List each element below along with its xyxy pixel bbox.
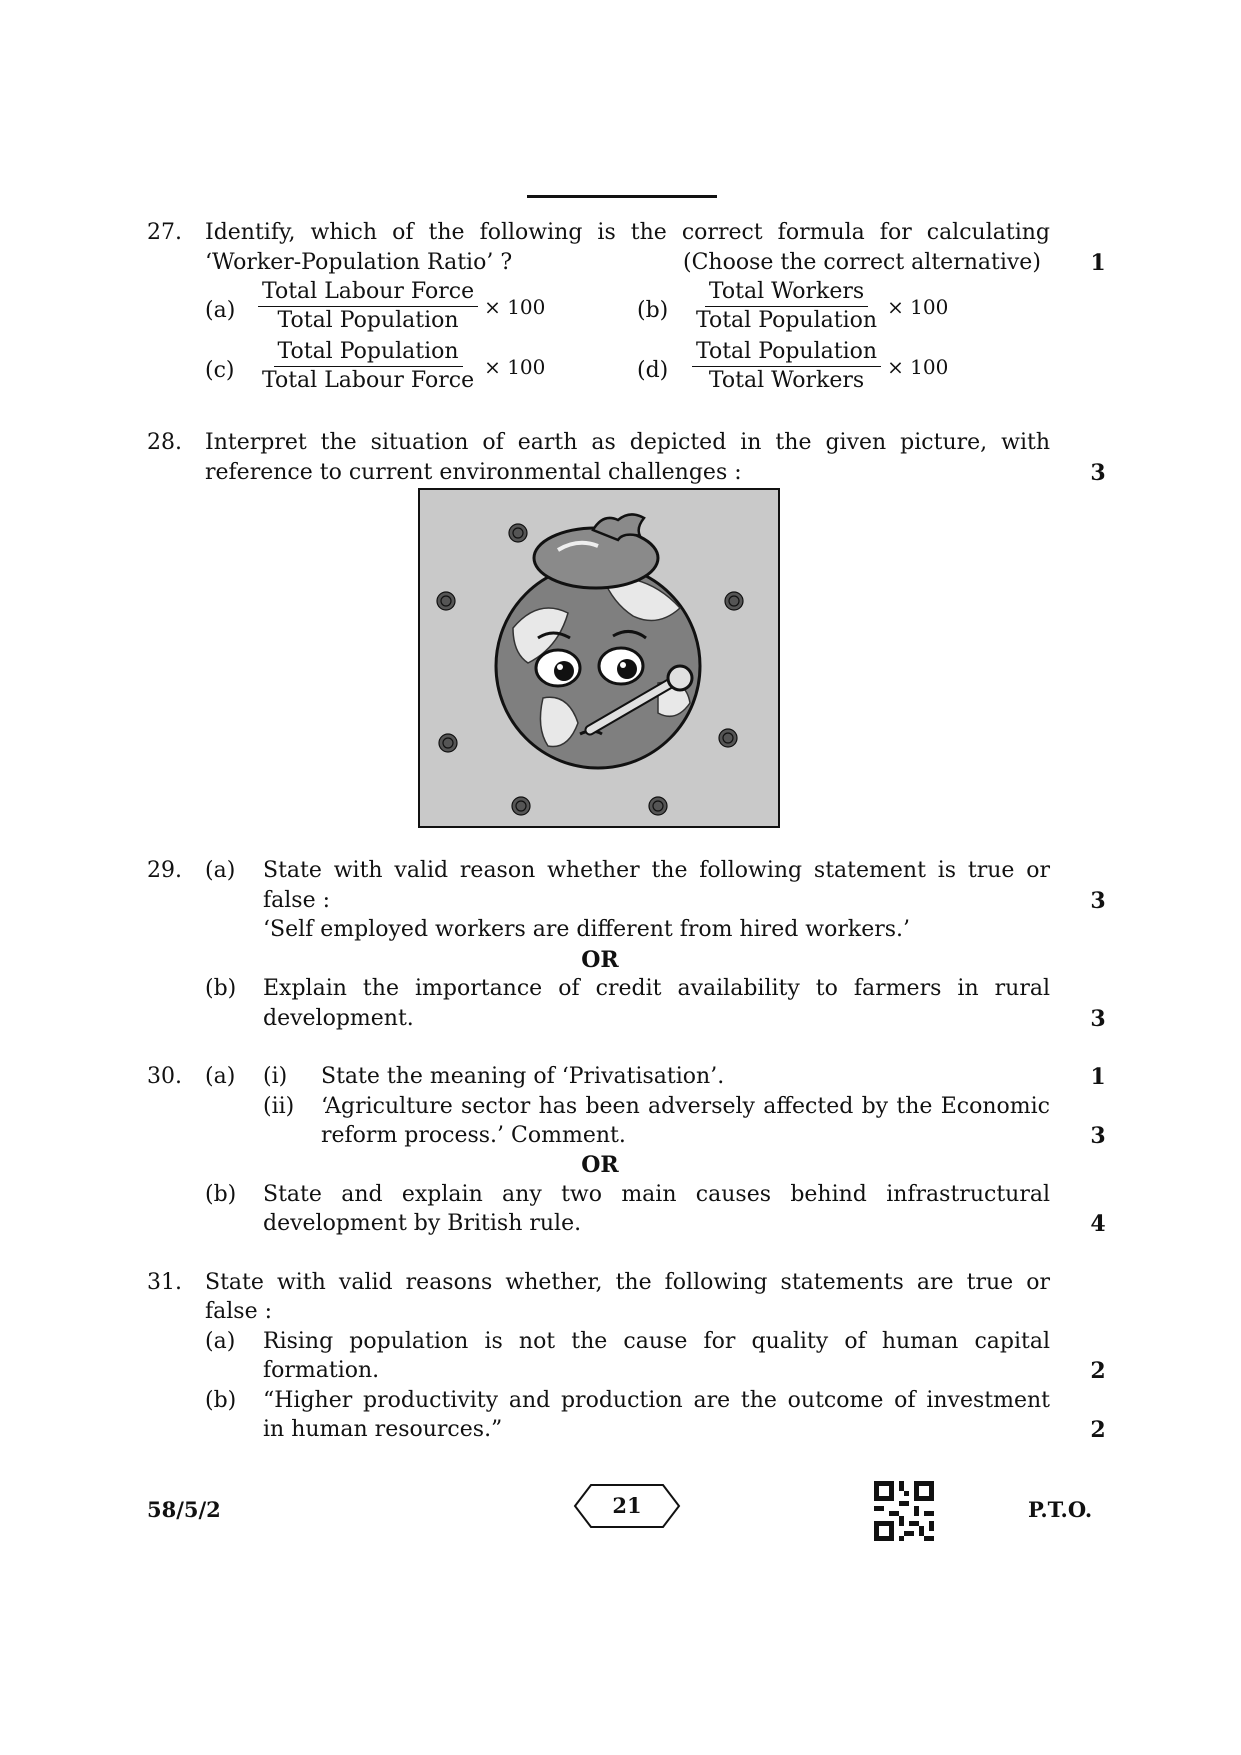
q27-option-a-label: (a) xyxy=(205,298,236,323)
please-turn-over: P.T.O. xyxy=(1028,1497,1093,1522)
q30-b-label: (b) xyxy=(205,1182,237,1207)
q31-line1: State with valid reasons whether, the following statements are true or xyxy=(205,1270,1050,1295)
q29-b-line2: development. xyxy=(263,1006,414,1031)
q29-b-label: (b) xyxy=(205,976,237,1001)
fraction-numerator: Total Workers xyxy=(705,278,868,307)
q29-a-label: (a) xyxy=(205,858,236,883)
qr-code xyxy=(874,1480,934,1542)
sick-earth-illustration xyxy=(418,488,780,828)
q27-option-d-formula xyxy=(692,338,948,395)
q30-b-line1: State and explain any two main causes behind infrastructural xyxy=(263,1182,1050,1207)
q27-option-c-formula xyxy=(258,338,545,395)
fraction-denominator: Total Labour Force xyxy=(262,368,475,393)
top-divider xyxy=(527,195,717,198)
q30-a-ii-marks: 3 xyxy=(1090,1123,1106,1149)
q31-b-line2: in human resources.” xyxy=(263,1417,503,1442)
fraction-denominator: Total Workers xyxy=(708,368,865,393)
q30-a-i-text: State the meaning of ‘Privatisation’. xyxy=(321,1064,725,1089)
q30-a-ii-line1: ‘Agriculture sector has been adversely affected by the Economic xyxy=(321,1094,1050,1119)
q29-a-line2: false : xyxy=(263,888,331,913)
q27-line2-left: ‘Worker-Population Ratio’ ? xyxy=(205,250,513,275)
q31-a-marks: 2 xyxy=(1090,1358,1106,1384)
q28-marks: 3 xyxy=(1090,460,1106,486)
q29-number: 29. xyxy=(147,858,182,883)
fraction-denominator: Total Population xyxy=(696,308,878,333)
q31-a-line2: formation. xyxy=(263,1358,380,1383)
q30-a-ii-label: (ii) xyxy=(263,1094,295,1119)
fraction-denominator: Total Population xyxy=(277,308,459,333)
fraction-numerator: Total Population xyxy=(692,338,881,367)
q27-option-d-label: (d) xyxy=(637,358,669,383)
q31-a-line1: Rising population is not the cause for quality of human capital xyxy=(263,1329,1050,1354)
q30-a-ii-line2: reform process.’ Comment. xyxy=(321,1123,626,1148)
multiplier: × 100 xyxy=(887,354,949,379)
q27-option-b-formula xyxy=(692,278,948,335)
q27-option-a-formula xyxy=(258,278,545,335)
multiplier: × 100 xyxy=(887,294,949,319)
q29-a-marks: 3 xyxy=(1090,888,1106,914)
q31-b-label: (b) xyxy=(205,1388,237,1413)
q30-a-i-marks: 1 xyxy=(1090,1064,1106,1090)
paper-code: 58/5/2 xyxy=(147,1497,221,1522)
q30-a-label: (a) xyxy=(205,1064,236,1089)
q28-line2: reference to current environmental challenges : xyxy=(205,460,742,485)
q30-a-i-label: (i) xyxy=(263,1064,288,1089)
q31-a-label: (a) xyxy=(205,1329,236,1354)
q29-b-line1: Explain the importance of credit availability to farmers in rural xyxy=(263,976,1050,1001)
q31-number: 31. xyxy=(147,1270,182,1295)
q30-b-marks: 4 xyxy=(1090,1211,1106,1237)
q27-option-b-label: (b) xyxy=(637,298,669,323)
q28-number: 28. xyxy=(147,430,182,455)
q27-line2-right: (Choose the correct alternative) xyxy=(683,250,1041,275)
q27-number: 27. xyxy=(147,220,182,245)
multiplier: × 100 xyxy=(484,354,546,379)
q31-line2: false : xyxy=(205,1299,273,1324)
q29-a-line3: ‘Self employed workers are different from hired workers.’ xyxy=(263,917,911,942)
q27-marks: 1 xyxy=(1090,250,1106,276)
q27-line1: Identify, which of the following is the correct formula for calculating xyxy=(205,220,1050,245)
q31-b-line1: “Higher productivity and production are the outcome of investment xyxy=(263,1388,1050,1413)
q31-b-marks: 2 xyxy=(1090,1417,1106,1443)
q29-b-marks: 3 xyxy=(1090,1006,1106,1032)
q30-or: OR xyxy=(581,1152,619,1178)
q28-line1: Interpret the situation of earth as depicted in the given picture, with xyxy=(205,430,1050,455)
q30-number: 30. xyxy=(147,1064,182,1089)
q30-b-line2: development by British rule. xyxy=(263,1211,582,1236)
q29-a-line1: State with valid reason whether the following statement is true or xyxy=(263,858,1050,883)
multiplier: × 100 xyxy=(484,294,546,319)
q27-option-c-label: (c) xyxy=(205,358,235,383)
fraction-numerator: Total Population xyxy=(274,338,463,367)
q29-or: OR xyxy=(581,947,619,973)
page-number: 21 xyxy=(612,1493,642,1518)
fraction-numerator: Total Labour Force xyxy=(258,278,478,307)
